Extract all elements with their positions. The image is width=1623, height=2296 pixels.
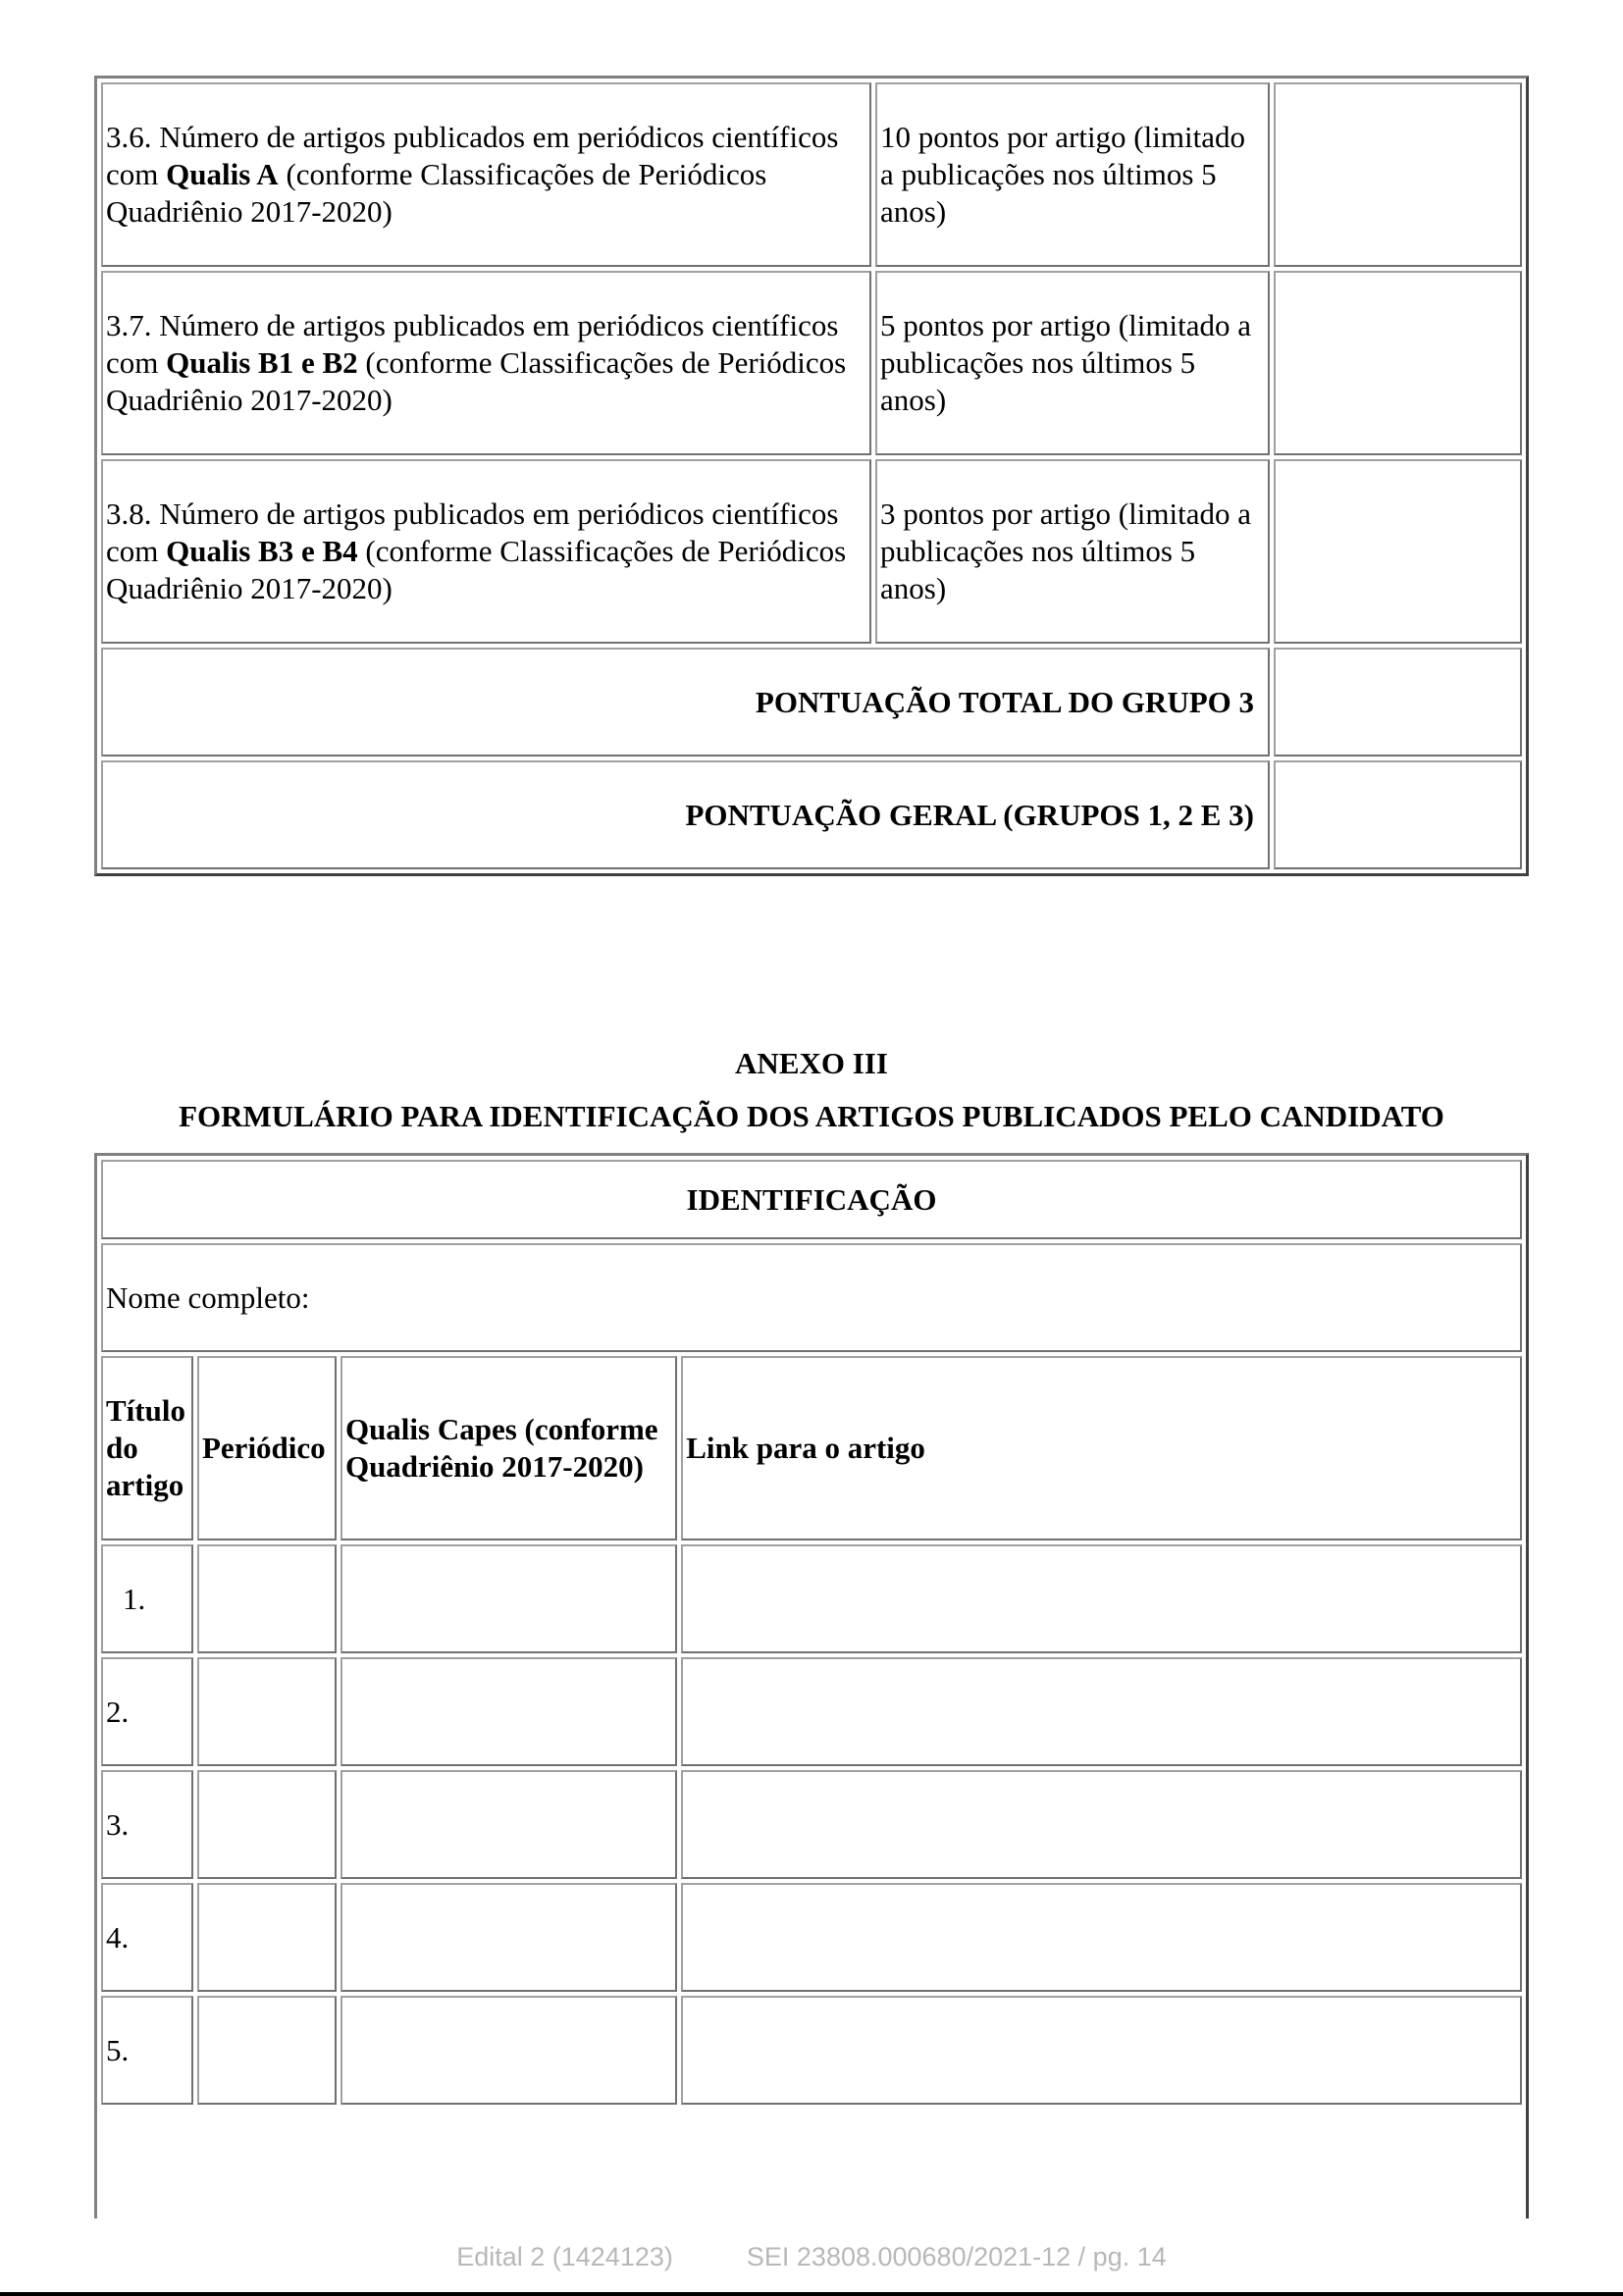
- page-footer: [0, 2242, 1623, 2272]
- column-header-qualis: Qualis Capes (conforme Quadriênio 2017-2020): [340, 1356, 677, 1540]
- table-row: [101, 1996, 1522, 2105]
- table-continuation: [94, 2105, 1529, 2218]
- journal-cell: [197, 1883, 337, 1992]
- points-cell: 3 pontos por artigo (limitado a publicações nos últimos 5 anos): [875, 459, 1270, 644]
- doc-reference: Edital 2 (1424123): [456, 2242, 673, 2271]
- total-group-score-cell: [1274, 648, 1522, 757]
- section-header: IDENTIFICAÇÃO: [101, 1160, 1522, 1239]
- qualis-level: Qualis B1 e B2: [166, 345, 358, 380]
- row-number: 3.: [101, 1770, 193, 1879]
- link-cell: [681, 1770, 1522, 1879]
- table-row: [101, 459, 1522, 644]
- row-number: 4.: [101, 1883, 193, 1992]
- points-cell: 5 pontos por artigo (limitado a publicações nos últimos 5 anos): [875, 271, 1270, 455]
- criterion-cell: 3.6. Número de artigos publicados em periódicos científicos com Qualis A (conforme Classificações de Periódicos Quadriênio 2017-2020): [101, 82, 871, 267]
- page-bottom-rule: [0, 2292, 1623, 2296]
- sei-reference: SEI 23808.000680/2021-12 / pg. 14: [746, 2242, 1167, 2271]
- qualis-level: Qualis A: [166, 157, 279, 191]
- column-header-title: Título do artigo: [101, 1356, 193, 1540]
- articles-table: [94, 1153, 1529, 2109]
- qualis-cell: [340, 1996, 677, 2105]
- total-general-score-cell: [1274, 760, 1522, 869]
- table-row: [101, 1544, 1522, 1653]
- link-cell: [681, 1996, 1522, 2105]
- criterion-cell: 3.7. Número de artigos publicados em periódicos científicos com Qualis B1 e B2 (conforme Classificações de Periódicos Quadriênio 2017-2020): [101, 271, 871, 455]
- column-header-link: Link para o artigo: [681, 1356, 1522, 1540]
- qualis-cell: [340, 1883, 677, 1992]
- criterion-cell: 3.8. Número de artigos publicados em periódicos científicos com Qualis B3 e B4 (conforme Classificações de Periódicos Quadriênio 2017-2020): [101, 459, 871, 644]
- qualis-cell: [340, 1770, 677, 1879]
- score-cell: [1274, 82, 1522, 267]
- total-group-row: [101, 648, 1522, 757]
- score-cell: [1274, 271, 1522, 455]
- row-number: 2.: [101, 1657, 193, 1766]
- journal-cell: [197, 1544, 337, 1653]
- row-number: 5.: [101, 1996, 193, 2105]
- table-row: [101, 82, 1522, 267]
- total-general-row: [101, 760, 1522, 869]
- link-cell: [681, 1883, 1522, 1992]
- total-group-label: PONTUAÇÃO TOTAL DO GRUPO 3: [101, 648, 1270, 757]
- journal-cell: [197, 1770, 337, 1879]
- full-name-label: Nome completo:: [101, 1243, 1522, 1352]
- link-cell: [681, 1657, 1522, 1766]
- table-row: [101, 1657, 1522, 1766]
- annex-title: ANEXO III: [735, 1046, 888, 1080]
- table-row: [101, 271, 1522, 455]
- score-cell: [1274, 459, 1522, 644]
- qualis-level: Qualis B3 e B4: [166, 534, 358, 568]
- table-row: [101, 1770, 1522, 1879]
- points-cell: 10 pontos por artigo (limitado a publicações nos últimos 5 anos): [875, 82, 1270, 267]
- journal-cell: [197, 1996, 337, 2105]
- table-row: [101, 1883, 1522, 1992]
- scoring-table: [94, 76, 1529, 876]
- total-general-label: PONTUAÇÃO GERAL (GRUPOS 1, 2 E 3): [101, 760, 1270, 869]
- section-header-row: [101, 1160, 1522, 1239]
- column-header-journal: Periódico: [197, 1356, 337, 1540]
- name-row: [101, 1243, 1522, 1352]
- journal-cell: [197, 1657, 337, 1766]
- link-cell: [681, 1544, 1522, 1653]
- qualis-cell: [340, 1657, 677, 1766]
- column-header-row: [101, 1356, 1522, 1540]
- row-number: 1.: [101, 1544, 193, 1653]
- qualis-cell: [340, 1544, 677, 1653]
- annex-subtitle: FORMULÁRIO PARA IDENTIFICAÇÃO DOS ARTIGOS PUBLICADOS PELO CANDIDATO: [179, 1099, 1444, 1133]
